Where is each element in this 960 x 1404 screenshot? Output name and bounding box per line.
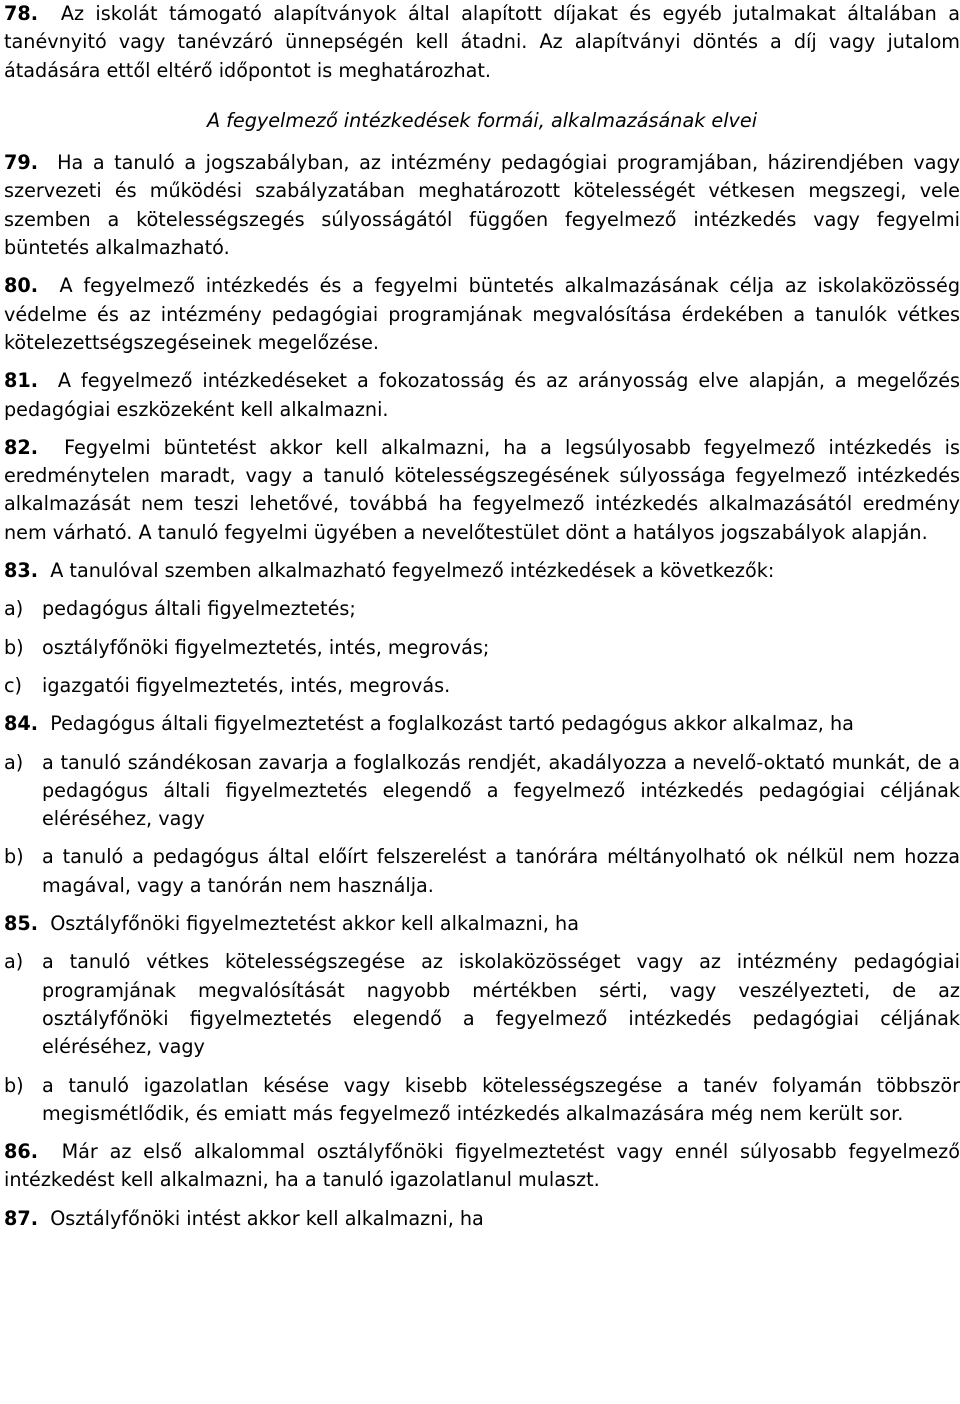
list-item [4, 672, 960, 700]
paragraph-text: Fegyelmi büntetést akkor kell alkalmazni, ha a legsúlyosabb fegyelmező intézkedés is eredménytelen maradt, vagy a tanuló kötelességszegésének súlyossága fegyelmező intézkedés alkalmazását nem teszi lehetővé, továbbá ha fegyelmező intézkedés alkalmazásától eredmény nem várható. A tanuló fegyelmi ügyében a nevelőtestület dönt a hatályos jogszabályok alapján. [4, 435, 960, 544]
list-item-text: a tanuló szándékosan zavarja a foglalkozás rendjét, akadályozza a nevelő-oktató munkát, de a pedagógus általi figyelmeztetés elegendő a fegyelmező intézkedés pedagógiai céljának eléréséhez, vagy [42, 750, 960, 831]
list-item [4, 948, 960, 1061]
paragraph-number: 78. [4, 2, 38, 25]
list-item [4, 634, 960, 662]
list-item-text: pedagógus általi figyelmeztetés; [42, 597, 356, 621]
list-item-label: c) [4, 673, 23, 697]
list-item [4, 1072, 960, 1129]
paragraph-number: 79. [4, 151, 38, 175]
paragraph-text: Már az első alkalommal osztályfőnöki figyelmeztetést vagy ennél súlyosabb fegyelmező intézkedést kell alkalmazni, ha a tanuló igazolatlanul mulaszt. [4, 1140, 960, 1192]
list-item-text: a tanuló vétkes kötelességszegése az iskolaközösséget vagy az intézmény pedagógiai programjának megvalósítását nagyobb mértékben sérti, vagy veszélyezteti, de az osztályfőnöki figyelmeztetés elegendő a fegyelmező intézkedés pedagógiai céljának eléréséhez, vagy [42, 950, 960, 1059]
paragraph-text: Pedagógus általi figyelmeztetést a foglalkozást tartó pedagógus akkor alkalmaz, ha [50, 712, 854, 736]
list-item-text: osztályfőnöki figyelmeztetés, intés, megrovás; [42, 635, 490, 659]
paragraph-text: A fegyelmező intézkedés és a fegyelmi büntetés alkalmazásának célja az iskolaközösség védelme és az intézmény pedagógiai programjának megvalósítása érdekében a tanulók vétkes kötelezettségszegéseinek megelőzése. [4, 274, 960, 354]
paragraph-text: Ha a tanuló a jogszabályban, az intézmény pedagógiai programjában, házirendjében vagy szervezeti és működési szabályzatában meghatározott kötelességét vétkesen megszegi, vele szemben a kötelességszegés súlyosságától függően fegyelmező intézkedés vagy fegyelmi büntetés alkalmazható. [4, 151, 960, 260]
list-item-label: b) [4, 1073, 24, 1097]
paragraph-78 [4, 0, 960, 85]
paragraph-number: 81. [4, 369, 38, 393]
list-item [4, 843, 960, 900]
section-heading: A fegyelmező intézkedések formái, alkalmazásának elvei [206, 108, 758, 132]
paragraph-85 [4, 910, 960, 938]
list-item-text: igazgatói figyelmeztetés, intés, megrovás. [42, 673, 451, 697]
list-item-label: a) [4, 597, 24, 621]
paragraph-number: 82. [4, 435, 38, 459]
paragraph-number: 86. [4, 1140, 38, 1164]
paragraph-81 [4, 367, 960, 424]
list-item-text: a tanuló a pedagógus által előírt felszerelést a tanórára méltányolható ok nélkül nem hozza magával, vagy a tanórán nem használja. [42, 845, 960, 897]
list-item [4, 749, 960, 834]
paragraph-text: A fegyelmező intézkedéseket a fokozatosság és az arányosság elve alapján, a megelőzés pedagógiai eszközeként kell alkalmazni. [4, 369, 960, 421]
paragraph-text: A tanulóval szemben alkalmazható fegyelmező intézkedések a következők: [50, 559, 775, 583]
paragraph-number: 84. [4, 712, 38, 736]
paragraph-82 [4, 434, 960, 547]
paragraph-87 [4, 1205, 960, 1233]
list-item-label: a) [4, 750, 24, 774]
list-item-label: b) [4, 845, 24, 869]
list-item [4, 595, 960, 623]
paragraph-text: Az iskolát támogató alapítványok által alapított díjakat és egyéb jutalmakat általában a tanévnyitó vagy tanévzáró ünnepségén kell átadni. Az alapítványi döntés a díj vagy jutalom átadására ettől eltérő időpontot is meghatározhat. [4, 2, 960, 82]
paragraph-number: 80. [4, 274, 38, 298]
paragraph-86 [4, 1138, 960, 1195]
paragraph-number: 87. [4, 1206, 38, 1230]
paragraph-79 [4, 149, 960, 262]
paragraph-number: 85. [4, 912, 38, 936]
paragraph-number: 83. [4, 559, 38, 583]
paragraph-84 [4, 710, 960, 738]
paragraph-80 [4, 272, 960, 357]
paragraph-text: Osztályfőnöki intést akkor kell alkalmazni, ha [50, 1206, 484, 1230]
paragraph-text: Osztályfőnöki figyelmeztetést akkor kell alkalmazni, ha [50, 912, 579, 936]
list-item-label: b) [4, 635, 24, 659]
list-item-text: a tanuló igazolatlan késése vagy kisebb kötelességszegése a tanév folyamán többször megismétlődik, és emiatt más fegyelmező intézkedés alkalmazására még nem került sor. [42, 1073, 960, 1125]
paragraph-83 [4, 557, 960, 585]
list-item-label: a) [4, 950, 24, 974]
